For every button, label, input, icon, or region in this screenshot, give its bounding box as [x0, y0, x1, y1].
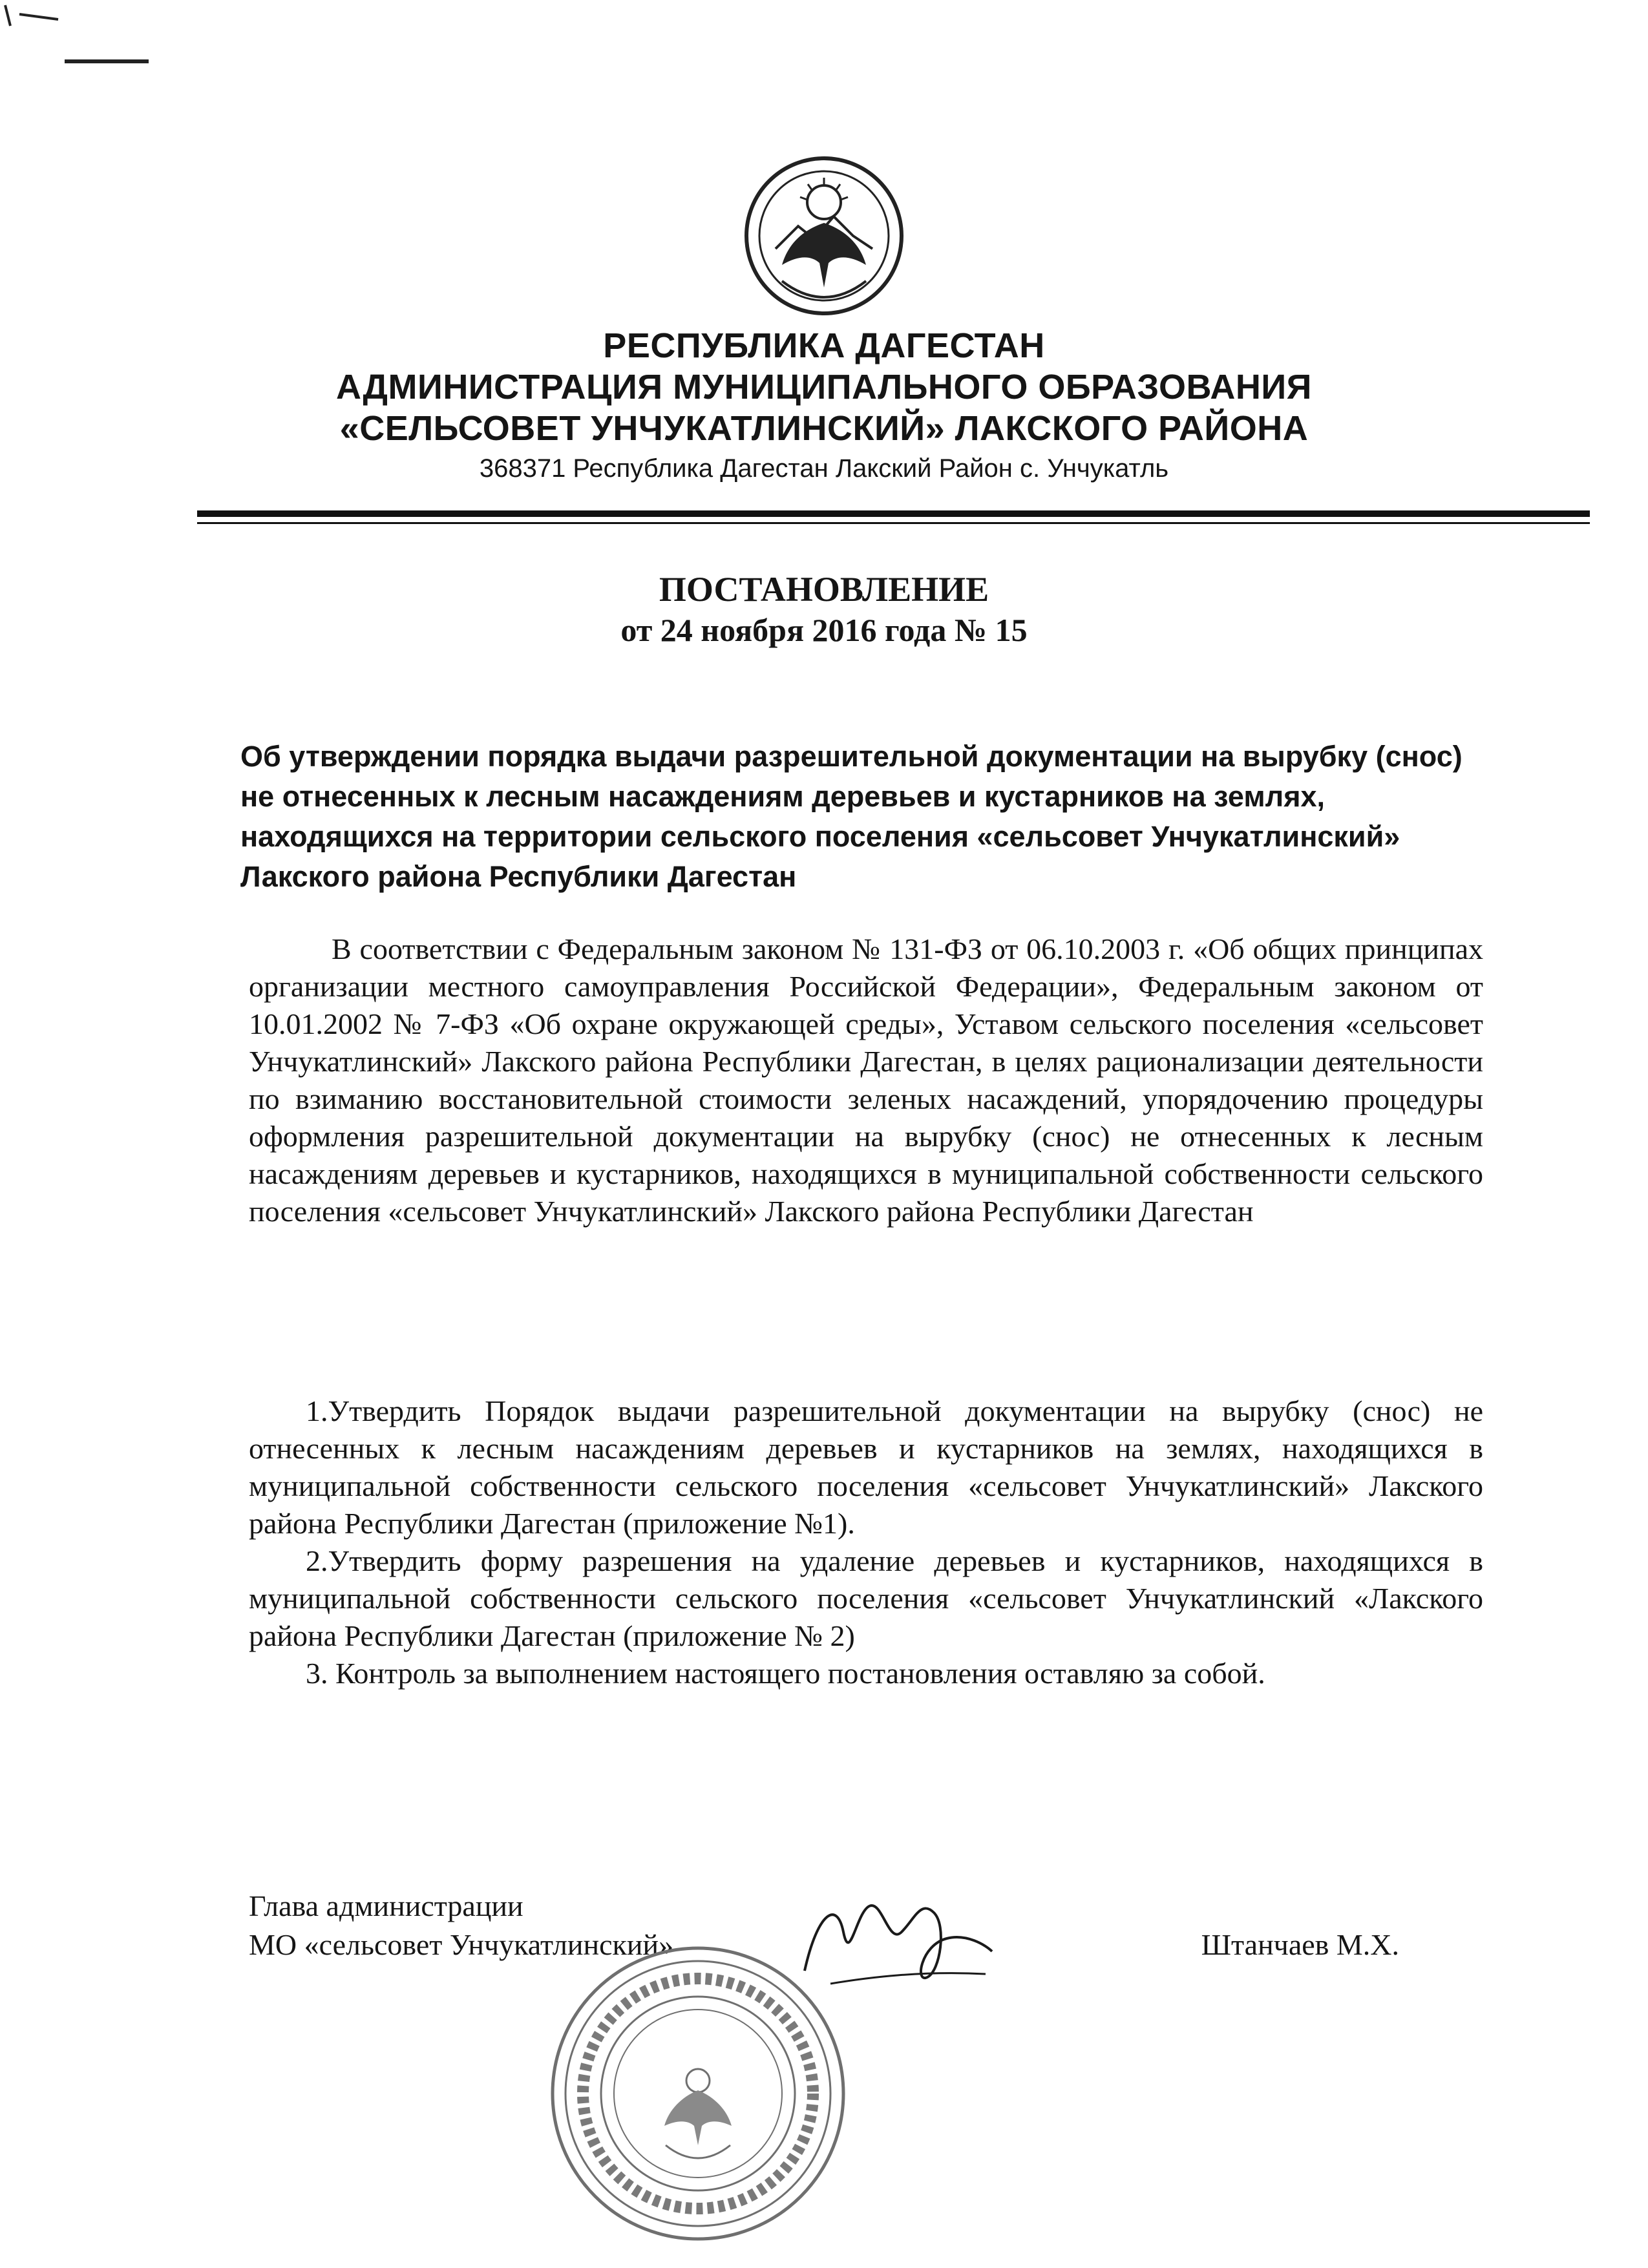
letterhead-divider-thin	[197, 522, 1590, 524]
letterhead-divider-thick	[197, 510, 1590, 517]
letterhead	[0, 152, 1648, 485]
resolution-items	[249, 1392, 1483, 1692]
preamble-paragraph: В соответствии с Федеральным законом № 131-ФЗ от 06.10.2003 г. «Об общих принципах организации местного самоуправления Российской Федерации», Федеральным законом от 10.01.2002 № 7-ФЗ «Об охране окружающей среды», Уставом сельского поселения «сельсовет Унчукатлинский» Лакского района Республики Дагестан, в целях рационализации деятельности по взиманию восстановительной стоимости зеленых насаждений, упорядочению процедуры оформления разрешительной документации на вырубку (снос) не отнесенных к лесным насаждениям деревьев и кустарников, находящихся в муниципальной собственности сельского поселения «сельсовет Унчукатлинский» Лакского района Республики Дагестан	[249, 932, 1483, 1228]
resolution-item-2: 2.Утвердить форму разрешения на удаление деревьев и кустарников, находящихся в муниципальной собственности сельского поселения «сельсовет Унчукатлинский «Лакского района Республики Дагестан (приложение № 2)	[249, 1544, 1483, 1652]
page-corner-mark	[0, 0, 155, 78]
resolution-item-3: 3. Контроль за выполнением настоящего постановления оставляю за собой.	[306, 1657, 1265, 1690]
header-address: 368371 Республика Дагестан Лакский Район с. Унчукатль	[479, 454, 1169, 483]
resolution-item-1: 1.Утвердить Порядок выдачи разрешительной документации на вырубку (снос) не отнесенных к лесным насаждениям деревьев и кустарников на землях, находящихся в муниципальной собственности сельского поселения «сельсовет Унчукатлинский» Лакского района Республики Дагестан (приложение №1).	[249, 1394, 1483, 1540]
header-administration: АДМИНИСТРАЦИЯ МУНИЦИПАЛЬНОГО ОБРАЗОВАНИЯ	[336, 368, 1312, 406]
document-title: ПОСТАНОВЛЕНИЕ	[659, 570, 989, 609]
document-title-block	[0, 569, 1648, 650]
header-republic: РЕСПУБЛИКА ДАГЕСТАН	[603, 326, 1045, 365]
document-date-number: от 24 ноября 2016 года № 15	[620, 612, 1028, 648]
header-municipality: «СЕЛЬСОВЕТ УНЧУКАТЛИНСКИЙ» ЛАКСКОГО РАЙОНА	[339, 409, 1309, 448]
document-preamble	[249, 930, 1483, 1230]
dagestan-coat-of-arms-icon	[737, 152, 911, 320]
official-seal-stamp	[543, 1938, 853, 2249]
document-subject: Об утверждении порядка выдачи разрешительной документации на вырубку (снос) не отнесенных к лесным насаждениям деревьев и кустарников на землях, находящихся на территории сельского поселения «сельсовет Унчукатлинский» Лакского района Республики Дагестан	[240, 740, 1463, 893]
signatory-position-line1: Глава администрации	[249, 1889, 523, 1922]
signatory-name: Штанчаев М.Х.	[1201, 1928, 1399, 1961]
signatory-position-line2: МО «сельсовет Унчукатлинский»	[249, 1928, 674, 1961]
